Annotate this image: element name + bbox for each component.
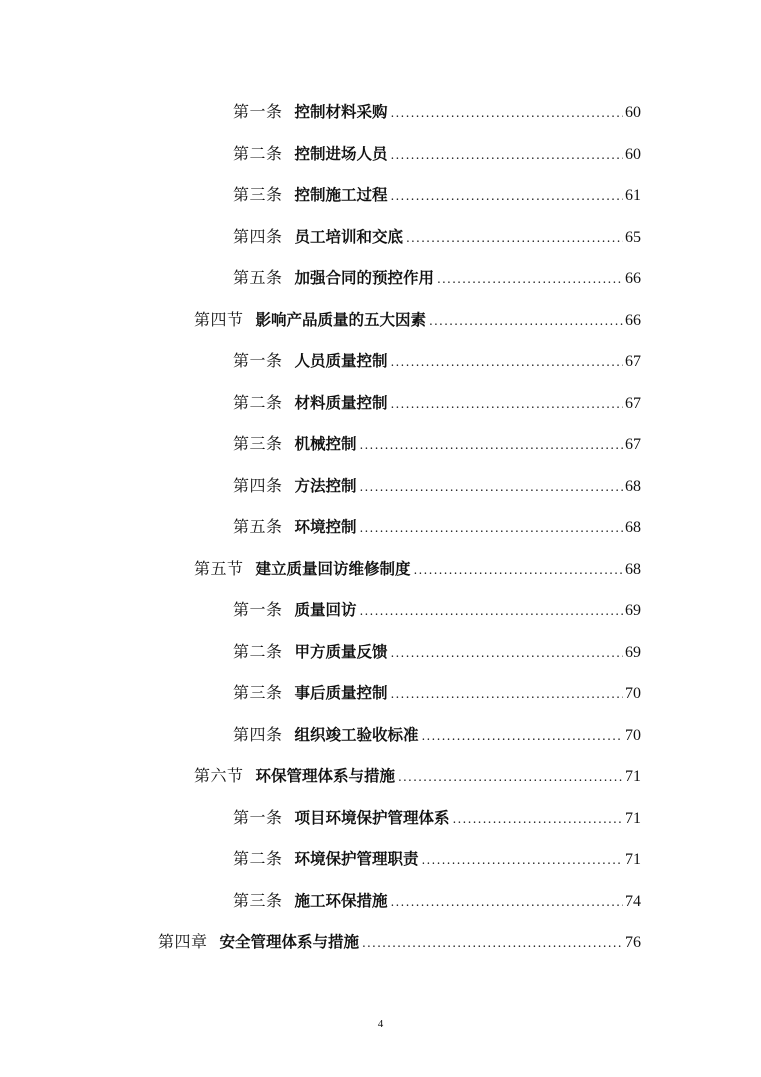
toc-entry[interactable] (0, 839, 761, 881)
dot-leader (429, 311, 623, 331)
toc-entry[interactable] (0, 632, 761, 674)
toc-entry[interactable] (0, 175, 761, 217)
toc-entry[interactable] (0, 258, 761, 300)
dot-leader (391, 892, 623, 912)
toc-entry-page: 71 (625, 768, 641, 786)
toc-entry[interactable] (0, 673, 761, 715)
toc-entry-title: 建立质量回访维修制度 (255, 559, 411, 578)
toc-entry-number: 第三条 (233, 185, 283, 205)
toc-entry-page: 70 (625, 685, 641, 703)
toc-entry-title: 环保管理体系与措施 (255, 767, 396, 786)
toc-entry-title: 材料质量控制 (294, 393, 388, 412)
table-of-contents (0, 92, 761, 964)
toc-entry-page: 76 (625, 934, 641, 952)
toc-entry-page: 67 (625, 353, 641, 371)
toc-entry-page: 68 (625, 519, 641, 537)
toc-section-entry[interactable] (0, 549, 761, 591)
toc-entry-number: 第三条 (233, 434, 283, 454)
toc-entry[interactable] (0, 715, 761, 757)
dot-leader (398, 767, 623, 787)
dot-leader (362, 933, 623, 953)
toc-entry-title: 甲方质量反馈 (294, 642, 388, 661)
dot-leader (437, 269, 623, 289)
toc-entry[interactable] (0, 507, 761, 549)
toc-entry-title: 加强合同的预控作用 (294, 269, 435, 288)
dot-leader (391, 643, 623, 663)
toc-entry-number: 第四节 (194, 309, 244, 329)
dot-leader (360, 477, 623, 497)
dot-leader (360, 601, 623, 621)
dot-leader (391, 394, 623, 414)
dot-leader (453, 809, 623, 829)
toc-entry-page: 68 (625, 560, 641, 578)
toc-entry-number: 第二条 (233, 641, 283, 661)
toc-entry-page: 71 (625, 809, 641, 827)
dot-leader (406, 228, 623, 248)
toc-entry-title: 员工培训和交底 (294, 227, 404, 246)
toc-entry-page: 69 (625, 643, 641, 661)
toc-entry-number: 第三条 (233, 683, 283, 703)
toc-entry-title: 控制材料采购 (294, 103, 388, 122)
toc-entry[interactable] (0, 466, 761, 508)
dot-leader (422, 726, 623, 746)
dot-leader (360, 518, 623, 538)
toc-section-entry[interactable] (0, 756, 761, 798)
toc-entry-number: 第四条 (233, 475, 283, 495)
toc-entry-page: 69 (625, 602, 641, 620)
toc-entry-page: 68 (625, 477, 641, 495)
toc-entry-number: 第一条 (233, 351, 283, 371)
toc-entry-title: 环境保护管理职责 (294, 850, 419, 869)
toc-entry-title: 事后质量控制 (294, 684, 388, 703)
toc-entry-page: 74 (625, 892, 641, 910)
dot-leader (414, 560, 623, 580)
toc-entry-title: 人员质量控制 (294, 352, 388, 371)
toc-entry-title: 控制进场人员 (294, 144, 388, 163)
toc-entry-number: 第四条 (233, 724, 283, 744)
toc-entry-page: 66 (625, 311, 641, 329)
toc-entry-number: 第五条 (233, 517, 283, 537)
toc-entry[interactable] (0, 798, 761, 840)
toc-entry[interactable] (0, 134, 761, 176)
dot-leader (391, 684, 623, 704)
toc-entry-number: 第四条 (233, 226, 283, 246)
toc-entry-title: 项目环境保护管理体系 (294, 808, 450, 827)
toc-entry-number: 第六节 (194, 766, 244, 786)
toc-entry-title: 组织竣工验收标准 (294, 725, 419, 744)
toc-entry[interactable] (0, 590, 761, 632)
toc-entry-number: 第二条 (233, 392, 283, 412)
toc-entry[interactable] (0, 341, 761, 383)
toc-entry-page: 65 (625, 228, 641, 246)
toc-entry-title: 控制施工过程 (294, 186, 388, 205)
toc-entry-page: 60 (625, 145, 641, 163)
toc-entry[interactable] (0, 217, 761, 259)
toc-entry-page: 61 (625, 187, 641, 205)
toc-entry[interactable] (0, 424, 761, 466)
toc-entry-title: 施工环保措施 (294, 891, 388, 910)
toc-entry-title: 机械控制 (294, 435, 357, 454)
toc-entry-title: 安全管理体系与措施 (219, 933, 360, 952)
toc-entry-page: 70 (625, 726, 641, 744)
toc-entry-page: 71 (625, 851, 641, 869)
toc-entry-number: 第四章 (158, 932, 208, 952)
dot-leader (391, 352, 623, 372)
toc-section-entry[interactable] (0, 300, 761, 342)
toc-entry-number: 第一条 (233, 807, 283, 827)
dot-leader (391, 103, 623, 123)
page-number: 4 (377, 1018, 384, 1030)
toc-entry-title: 方法控制 (294, 476, 357, 495)
toc-entry-number: 第二条 (233, 849, 283, 869)
dot-leader (391, 186, 623, 206)
toc-entry[interactable] (0, 383, 761, 425)
dot-leader (391, 145, 623, 165)
toc-entry-number: 第五条 (233, 268, 283, 288)
toc-entry-page: 67 (625, 394, 641, 412)
toc-entry-number: 第一条 (233, 600, 283, 620)
toc-entry-page: 66 (625, 270, 641, 288)
toc-entry-number: 第三条 (233, 890, 283, 910)
dot-leader (422, 850, 623, 870)
toc-entry-number: 第二条 (233, 143, 283, 163)
toc-entry-title: 质量回访 (294, 601, 357, 620)
toc-entry-number: 第一条 (233, 102, 283, 122)
toc-entry-title: 影响产品质量的五大因素 (255, 310, 427, 329)
toc-entry-number: 第五节 (194, 558, 244, 578)
dot-leader (360, 435, 623, 455)
toc-chapter-entry[interactable] (0, 922, 761, 964)
toc-entry-page: 60 (625, 104, 641, 122)
toc-entry[interactable] (0, 881, 761, 923)
toc-entry[interactable] (0, 92, 761, 134)
toc-entry-page: 67 (625, 436, 641, 454)
toc-entry-title: 环境控制 (294, 518, 357, 537)
